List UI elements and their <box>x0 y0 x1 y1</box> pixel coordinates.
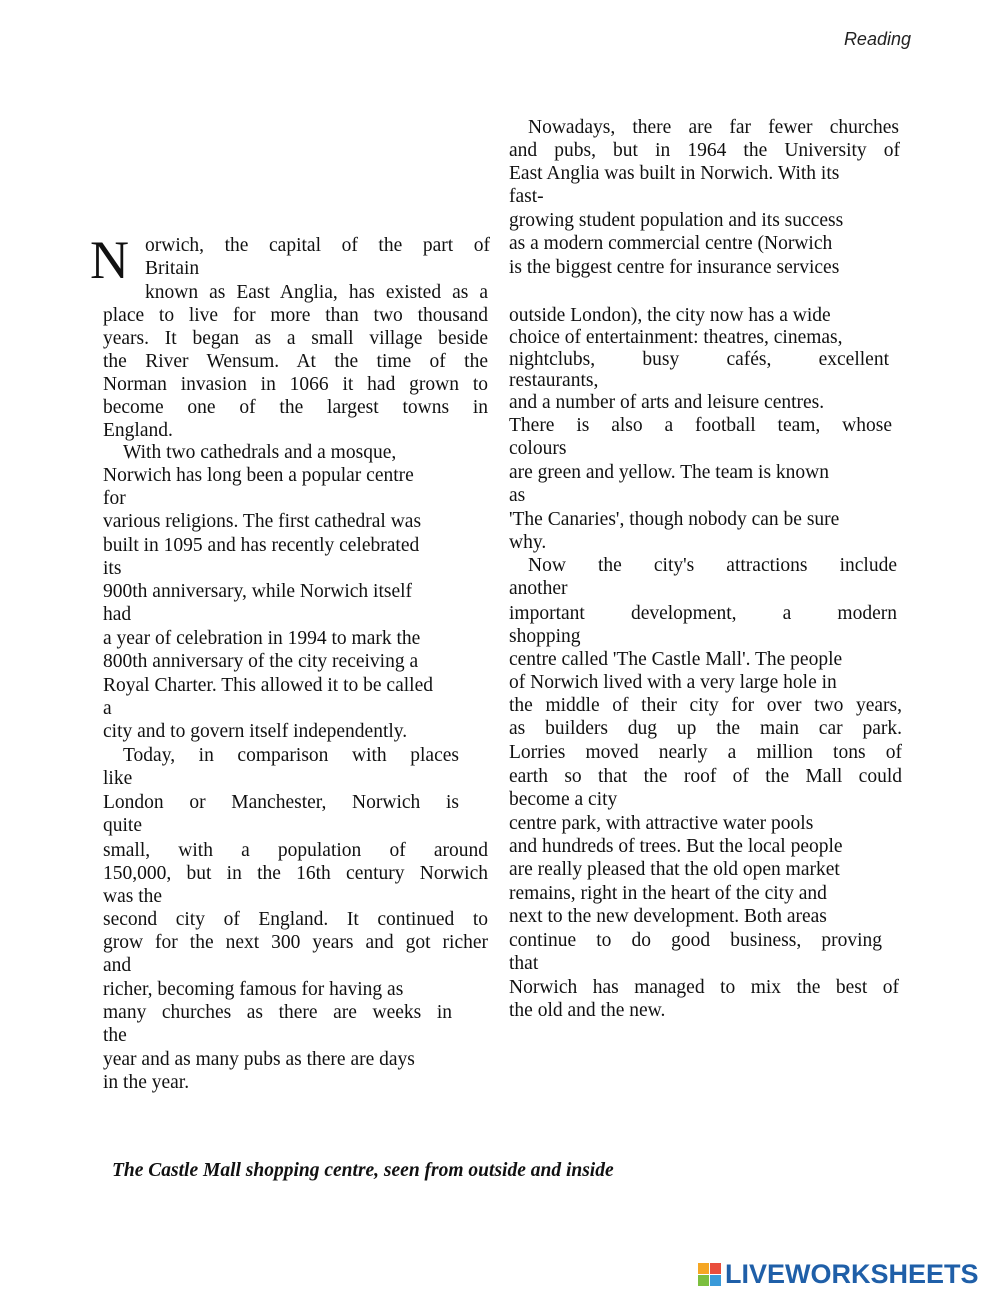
paragraph-line: earth so that the roof of the Mall could <box>509 766 902 787</box>
paragraph-line: colours <box>509 438 567 459</box>
logo-mark-icon <box>698 1263 721 1286</box>
paragraph-line: the River Wensum. At the time of the <box>103 351 488 372</box>
paragraph-line: Norwich has managed to mix the best of <box>509 977 899 998</box>
paragraph-line: remains, right in the heart of the city and <box>509 883 827 904</box>
paragraph-line: Now the city's attractions include <box>528 555 897 576</box>
paragraph-line: and hundreds of trees. But the local people <box>509 836 843 857</box>
paragraph-line: second city of England. It continued to <box>103 909 488 930</box>
paragraph-line: restaurants, <box>509 370 599 391</box>
paragraph-line: Nowadays, there are far fewer churches <box>528 117 899 138</box>
paragraph-line: important development, a modern <box>509 603 897 624</box>
paragraph-line: the <box>103 1025 127 1046</box>
paragraph-line: Royal Charter. This allowed it to be called <box>103 675 433 696</box>
paragraph-line: and pubs, but in 1964 the University of <box>509 140 900 161</box>
paragraph-line: another <box>509 578 568 599</box>
paragraph-line: in the year. <box>103 1072 190 1093</box>
paragraph-line: like <box>103 768 133 789</box>
paragraph-line: built in 1095 and has recently celebrated <box>103 535 420 556</box>
paragraph-line: and a number of arts and leisure centres. <box>509 392 825 413</box>
paragraph-line: are really pleased that the old open market <box>509 859 840 880</box>
paragraph-line: 900th anniversary, while Norwich itself <box>103 581 413 602</box>
paragraph-line: that <box>509 953 539 974</box>
paragraph-line: 800th anniversary of the city receiving a <box>103 651 419 672</box>
paragraph-line: as a modern commercial centre (Norwich <box>509 233 833 254</box>
drop-cap: N <box>90 230 129 290</box>
paragraph-line: become one of the largest towns in <box>103 397 488 418</box>
paragraph-line: of Norwich lived with a very large hole in <box>509 672 837 693</box>
paragraph-line: outside London), the city now has a wide <box>509 305 831 326</box>
paragraph-line: 150,000, but in the 16th century Norwich <box>103 863 488 884</box>
paragraph-line: as <box>509 485 526 506</box>
paragraph-line: known as East Anglia, has existed as a <box>145 282 488 303</box>
paragraph-line: fast- <box>509 186 544 207</box>
paragraph-line: With two cathedrals and a mosque, <box>123 442 397 463</box>
paragraph-line: next to the new development. Both areas <box>509 906 827 927</box>
paragraph-line: the old and the new. <box>509 1000 666 1021</box>
paragraph-line: centre called 'The Castle Mall'. The people <box>509 649 843 670</box>
paragraph-line: London or Manchester, Norwich is <box>103 792 459 813</box>
paragraph-line: many churches as there are weeks in <box>103 1002 452 1023</box>
paragraph-line: 'The Canaries', though nobody can be sure <box>509 509 840 530</box>
paragraph-line: growing student population and its success <box>509 210 844 231</box>
paragraph-line: continue to do good business, proving <box>509 930 882 951</box>
photo-caption: The Castle Mall shopping centre, seen from outside and inside <box>112 1160 614 1181</box>
paragraph-line: Norwich has long been a popular centre <box>103 465 414 486</box>
paragraph-line: for <box>103 488 126 509</box>
paragraph-line: Today, in comparison with places <box>123 745 459 766</box>
paragraph-line: the middle of their city for over two years, <box>509 695 902 716</box>
paragraph-line: year and as many pubs as there are days <box>103 1049 415 1070</box>
paragraph-line: as builders dug up the main car park. <box>509 718 902 739</box>
paragraph-line: had <box>103 604 132 625</box>
paragraph-line: become a city <box>509 789 618 810</box>
paragraph-line: centre park, with attractive water pools <box>509 813 814 834</box>
paragraph-line: are green and yellow. The team is known <box>509 462 830 483</box>
paragraph-line: its <box>103 558 122 579</box>
logo-text: LIVEWORKSHEETS <box>725 1259 979 1289</box>
paragraph-line: and <box>103 955 132 976</box>
paragraph-line: place to live for more than two thousand <box>103 305 488 326</box>
paragraph-line: nightclubs, busy cafés, excellent <box>509 349 889 370</box>
paragraph-line: was the <box>103 886 163 907</box>
paragraph-line: choice of entertainment: theatres, cinemas, <box>509 327 843 348</box>
paragraph-line: why. <box>509 532 547 553</box>
paragraph-line: quite <box>103 815 142 836</box>
paragraph-line: Norman invasion in 1066 it had grown to <box>103 374 488 395</box>
paragraph-line: orwich, the capital of the part of <box>145 235 490 256</box>
paragraph-line: years. It began as a small village beside <box>103 328 488 349</box>
paragraph-line: a year of celebration in 1994 to mark the <box>103 628 421 649</box>
paragraph-line: shopping <box>509 626 581 647</box>
paragraph-line: small, with a population of around <box>103 840 488 861</box>
paragraph-line: Lorries moved nearly a million tons of <box>509 742 902 763</box>
paragraph-line: Britain <box>145 258 200 279</box>
paragraph-line: is the biggest centre for insurance services <box>509 257 840 278</box>
paragraph-line: East Anglia was built in Norwich. With its <box>509 163 840 184</box>
paragraph-line: England. <box>103 420 173 441</box>
paragraph-line: a <box>103 698 112 719</box>
paragraph-line: There is also a football team, whose <box>509 415 892 436</box>
page-header-title: Reading <box>843 29 911 49</box>
paragraph-line: richer, becoming famous for having as <box>103 979 404 1000</box>
liveworksheets-logo <box>698 1259 979 1289</box>
paragraph-line: various religions. The first cathedral was <box>103 511 422 532</box>
paragraph-line: grow for the next 300 years and got richer <box>103 932 488 953</box>
paragraph-line: city and to govern itself independently. <box>103 721 408 742</box>
